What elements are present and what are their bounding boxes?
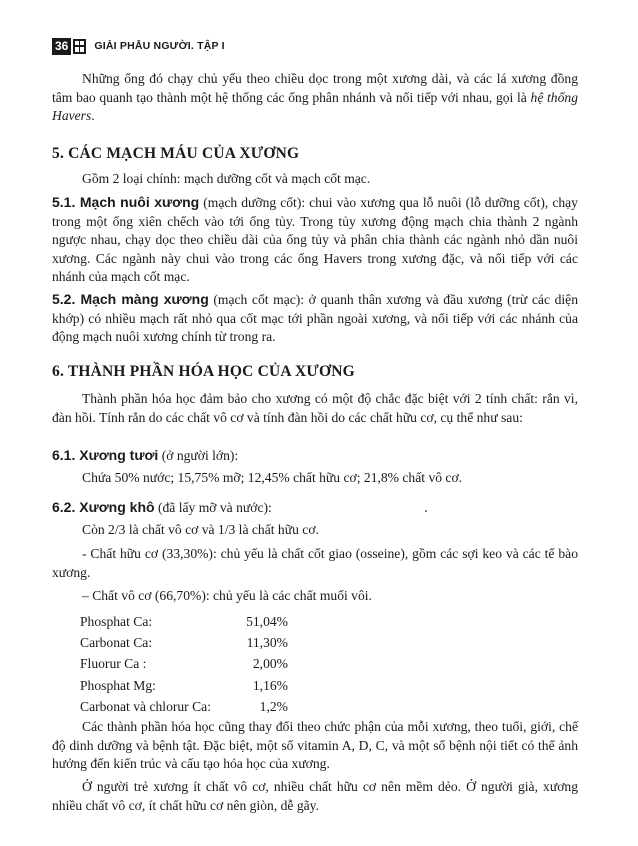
mineral-composition-list: [80, 611, 288, 717]
running-header: [52, 37, 225, 55]
section-6-2-line-1: Còn 2/3 là chất vô cơ và 1/3 là chất hữu cơ.: [82, 522, 319, 537]
intro-paragraph: Những ống đó chạy chủ yếu theo chiều dọc trong một xương dài, và các lá xương đồng tâm bao quanh tạo thành một hệ thống các ống phân nhánh và nối tiếp với nhau, gọi là hệ thống Havers.: [52, 71, 578, 124]
list-item: Carbonat Ca: 11,30%: [80, 634, 288, 650]
section-5-1-heading: 5.1. Mạch nuôi xương: [52, 194, 200, 210]
section-5-intro: Gồm 2 loại chính: mạch dưỡng cốt và mạch cốt mạc.: [82, 171, 371, 186]
section-6-intro: Thành phần hóa học đảm bảo cho xương có một độ chắc đặc biệt với 2 tính chất: rắn vì, đàn hồi. Tính rắn do các chất vô cơ và tính đàn hồi do các chất hữu cơ, cụ thể như sau:: [52, 391, 578, 425]
book-logo-icon: [73, 39, 86, 54]
section-6-heading: 6. THÀNH PHẦN HÓA HỌC CỦA XƯƠNG: [52, 363, 355, 380]
list-item: Fluorur Ca : 2,00%: [80, 656, 288, 672]
section-6-1-heading: 6.1. Xương tươi (ở người lớn):: [52, 447, 239, 463]
page-number: 36: [52, 38, 71, 55]
book-title: GIẢI PHẪU NGƯỜI. TẬP I: [94, 40, 225, 52]
list-item: Phosphat Mg: 1,16%: [80, 677, 288, 693]
list-item: Carbonat và chlorur Ca: 1,2%: [80, 698, 288, 714]
list-item: Phosphat Ca: 51,04%: [80, 613, 288, 629]
section-6-2-heading: 6.2. Xương khô (đã lấy mỡ và nước):: [52, 499, 272, 515]
closing-paragraph-1: Các thành phần hóa học cũng thay đổi theo chức phận của mỗi xương, theo tuổi, giới, chế độ dinh dưỡng và bệnh tật. Đặc biệt, một số vitamin A, D, C, và một số bệnh nội tiết có thể ảnh hưởng đến kiến trúc và cấu tạo hóa học của xương.: [52, 719, 578, 772]
section-5-1-paragraph: 5.1. Mạch nuôi xương (mạch dưỡng cốt): chui vào xương qua lỗ nuôi (lỗ dưỡng cốt), chạy trong một ống xiên chếch vào tới ống tủy. Trong tủy xương động mạch chia thành 2 ngành ngược nhau, chạy dọc theo chiều dài của ống tủy và phân chia thành các ngành nhỏ dần nuôi xương. Các ngành này chui vào trong các ống Havers trong xương đặc, và nối tiếp với các nhánh của mạch cốt mạc.: [52, 194, 578, 285]
section-5-2-heading: 5.2. Mạch màng xương: [52, 291, 209, 307]
section-5-heading: 5. CÁC MẠCH MÁU CỦA XƯƠNG: [52, 145, 300, 162]
section-6-1-text: Chứa 50% nước; 15,75% mỡ; 12,45% chất hữu cơ; 21,8% chất vô cơ.: [82, 470, 463, 485]
section-6-2-line-3: – Chất vô cơ (66,70%): chủ yếu là các chất muối vôi.: [82, 588, 372, 603]
stray-mark: [425, 510, 427, 512]
havers-term: hệ thống Havers: [52, 89, 578, 124]
section-5-2-paragraph: 5.2. Mạch màng xương (mạch cốt mạc): ở quanh thân xương và đầu xương (trừ các diện khớp) có nhiều mạch rất nhỏ qua cốt mạc tới phần ngoài xương, và nối tiếp với các nhánh của động mạch nuôi xương chính từ trong ra.: [52, 291, 578, 345]
section-6-2-line-2: - Chất hữu cơ (33,30%): chủ yếu là chất cốt giao (osseine), gồm các sợi keo và các tế bào xương.: [52, 546, 578, 580]
closing-paragraph-2: Ở người trẻ xương ít chất vô cơ, nhiều chất hữu cơ nên mềm dẻo. Ở người già, xương nhiều chất vô cơ, ít chất hữu cơ nên giòn, dễ gãy.: [52, 779, 578, 813]
